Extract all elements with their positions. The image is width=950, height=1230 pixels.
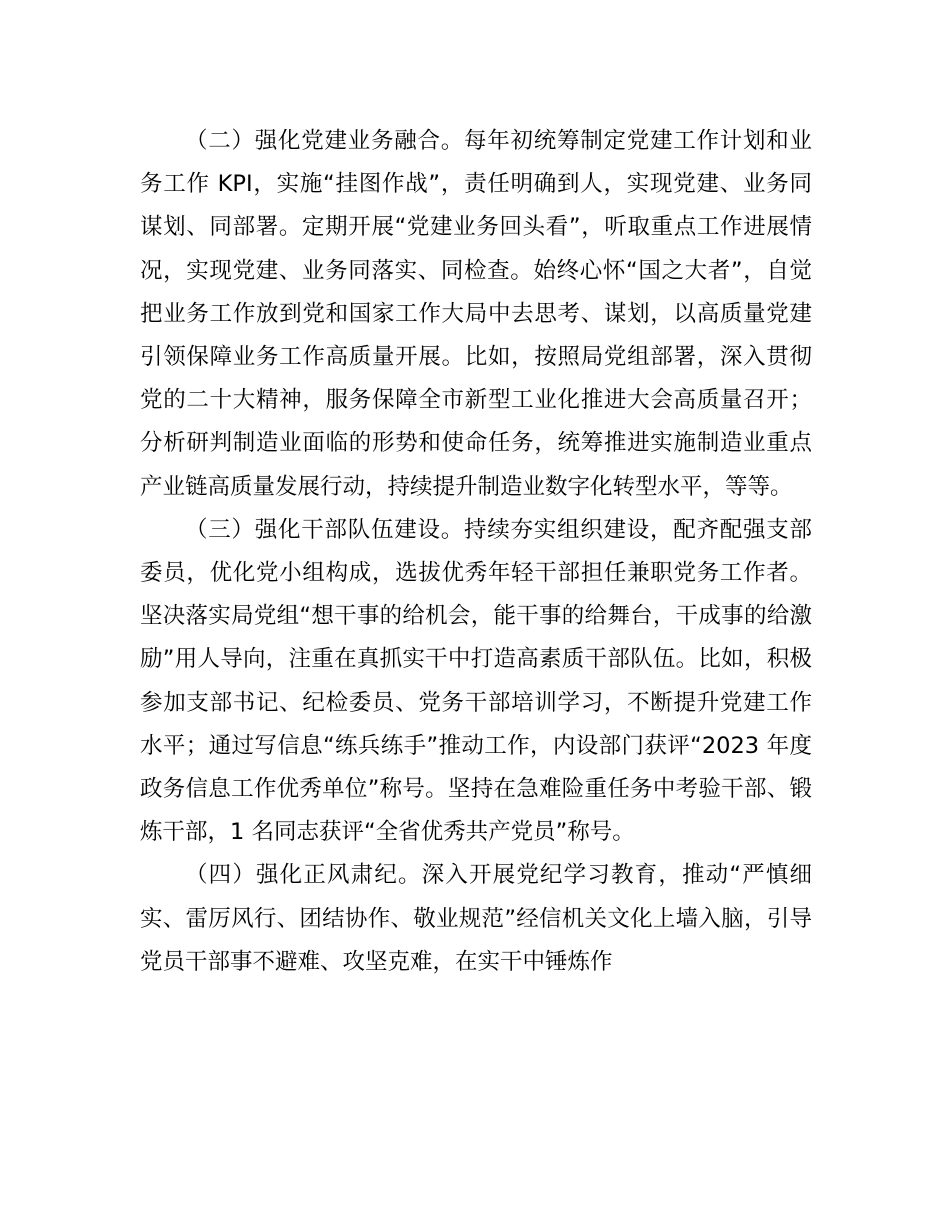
paragraph-party-business-integration: （二）强化党建业务融合。每年初统筹制定党建工作计划和业务工作 KPI，实施“挂图作战”，责任明确到人，实现党建、业务同谋划、同部署。定期开展“党建业务回头看”，听取重点工作进展情况，实现党建、业务同落实、同检查。始终心怀“国之大者”，自觉把业务工作放到党和国家工作大局中去思考、谋划，以高质量党建引领保障业务工作高质量开展。比如，按照局党组部署，深入贯彻党的二十大精神，服务保障全市新型工业化推进大会高质量召开；分析研判制造业面临的形势和使命任务，统筹推进实施制造业重点产业链高质量发展行动，持续提升制造业数字化转型水平，等等。 <box>140 128 812 500</box>
document-body <box>140 120 812 984</box>
paragraph-cadre-team-building: （三）强化干部队伍建设。持续夯实组织建设，配齐配强支部委员，优化党小组构成，选拔优秀年轻干部担任兼职党务工作者。坚决落实局党组“想干事的给机会，能干事的给舞台，干成事的给激励”用人导向，注重在真抓实干中打造高素质干部队伍。比如，积极参加支部书记、纪检委员、党务干部培训学习，不断提升党建工作水平；通过写信息“练兵练手”推动工作，内设部门获评“2023 年度政务信息工作优秀单位”称号。坚持在急难险重任务中考验干部、锻炼干部，1 名同志获评“全省优秀共产党员”称号。 <box>140 516 812 846</box>
paragraph-discipline-rectification: （四）强化正风肃纪。深入开展党纪学习教育，推动“严慎细实、雷厉风行、团结协作、敬业规范”经信机关文化上墙入脑，引导党员干部事不避难、攻坚克难，在实干中锤炼作 <box>140 862 812 975</box>
